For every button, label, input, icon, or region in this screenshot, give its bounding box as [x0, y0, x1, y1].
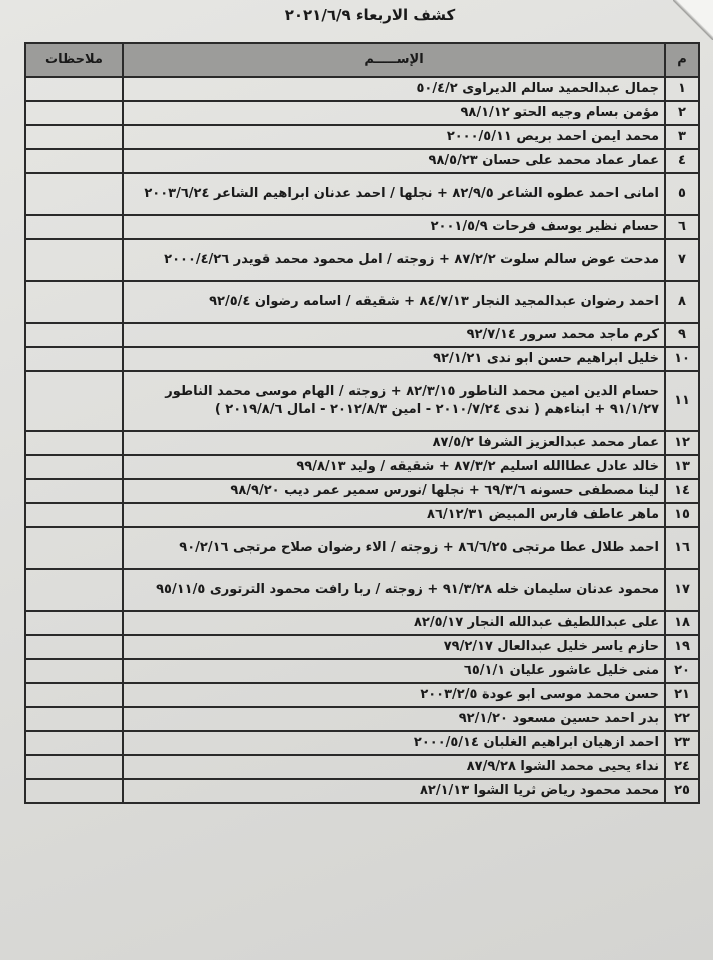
- table-row: [25, 323, 699, 347]
- row-number: ٢١: [665, 683, 699, 707]
- row-name-entry: حسن محمد موسى ابو عودة ٢٠٠٣/٢/٥: [123, 683, 665, 707]
- table-row: [25, 125, 699, 149]
- row-notes-cell: [25, 239, 123, 281]
- row-number: ٣: [665, 125, 699, 149]
- row-number: ٩: [665, 323, 699, 347]
- row-number: ١٦: [665, 527, 699, 569]
- row-name-entry: كرم ماجد محمد سرور ٩٢/٧/١٤: [123, 323, 665, 347]
- header-number: م: [665, 43, 699, 77]
- row-notes-cell: [25, 479, 123, 503]
- row-number: ١٣: [665, 455, 699, 479]
- row-notes-cell: [25, 215, 123, 239]
- row-notes-cell: [25, 173, 123, 215]
- row-number: ٤: [665, 149, 699, 173]
- row-number: ٧: [665, 239, 699, 281]
- row-notes-cell: [25, 707, 123, 731]
- row-notes-cell: [25, 779, 123, 803]
- row-name-entry: منى خليل عاشور عليان ٦٥/١/١: [123, 659, 665, 683]
- row-name-entry: لينا مصطفى حسونه ٦٩/٣/٦ + نجلها /نورس سمير عمر ديب ٩٨/٩/٢٠: [123, 479, 665, 503]
- page-title: كشف الاربعاء ٢٠٢١/٦/٩: [284, 6, 456, 24]
- table-row: [25, 755, 699, 779]
- row-notes-cell: [25, 611, 123, 635]
- row-name-entry: مدحت عوض سالم سلوت ٨٧/٢/٢ + زوجته / امل محمود محمد قويدر ٢٠٠٠/٤/٢٦: [123, 239, 665, 281]
- row-name-entry: محمد محمود رياض ثريا الشوا ٨٢/١/١٣: [123, 779, 665, 803]
- row-name-entry: احمد رضوان عبدالمجيد النجار ٨٤/٧/١٣ + شقيقه / اسامه رضوان ٩٢/٥/٤: [123, 281, 665, 323]
- row-name-entry: خليل ابراهيم حسن ابو ندى ٩٢/١/٢١: [123, 347, 665, 371]
- row-name-entry: محمد ايمن احمد بريص ٢٠٠٠/٥/١١: [123, 125, 665, 149]
- table-row: [25, 239, 699, 281]
- row-name-entry: احمد ازهيان ابراهيم الغلبان ٢٠٠٠/٥/١٤: [123, 731, 665, 755]
- row-notes-cell: [25, 431, 123, 455]
- row-notes-cell: [25, 347, 123, 371]
- row-number: ١٩: [665, 635, 699, 659]
- page-fold-corner: [673, 0, 713, 40]
- table-row: [25, 173, 699, 215]
- row-name-entry: خالد عادل عطاالله اسليم ٨٧/٣/٢ + شقيقه / وليد ٩٩/٨/١٣: [123, 455, 665, 479]
- table-row: [25, 149, 699, 173]
- row-number: ١٢: [665, 431, 699, 455]
- row-notes-cell: [25, 503, 123, 527]
- table-row: [25, 371, 699, 431]
- row-name-entry: على عبداللطيف عبدالله النجار ٨٢/٥/١٧: [123, 611, 665, 635]
- table-row: [25, 281, 699, 323]
- row-number: ٨: [665, 281, 699, 323]
- table-row: [25, 347, 699, 371]
- row-name-entry: حسام الدين امين محمد الناطور ٨٢/٣/١٥ + زوجته / الهام موسى محمد الناطور ٩١/١/٢٧ + ابناءهم ( ندى ٢٠١٠/٧/٢٤ - امين ٢٠١٢/٨/٣ - امال ٢٠١٩/٨/٦ ): [123, 371, 665, 431]
- row-number: ٢٤: [665, 755, 699, 779]
- row-notes-cell: [25, 455, 123, 479]
- table-row: [25, 503, 699, 527]
- row-number: ٢٠: [665, 659, 699, 683]
- row-notes-cell: [25, 755, 123, 779]
- row-name-entry: نداء يحيى محمد الشوا ٨٧/٩/٢٨: [123, 755, 665, 779]
- row-number: ١٨: [665, 611, 699, 635]
- table-body: [25, 77, 699, 803]
- table-row: [25, 683, 699, 707]
- row-name-entry: جمال عبدالحميد سالم الديراوى ٥٠/٤/٢: [123, 77, 665, 101]
- row-number: ١٠: [665, 347, 699, 371]
- row-name-entry: عمار محمد عبدالعزيز الشرفا ٨٧/٥/٢: [123, 431, 665, 455]
- names-table: [24, 42, 700, 804]
- row-notes-cell: [25, 77, 123, 101]
- row-name-entry: محمود عدنان سليمان خله ٩١/٣/٢٨ + زوجته / ربا رافت محمود الترتورى ٩٥/١١/٥: [123, 569, 665, 611]
- table-header-row: [25, 43, 699, 77]
- table-row: [25, 101, 699, 125]
- row-number: ١١: [665, 371, 699, 431]
- row-name-entry: امانى احمد عطوه الشاعر ٨٢/٩/٥ + نجلها / احمد عدنان ابراهيم الشاعر ٢٠٠٣/٦/٢٤: [123, 173, 665, 215]
- row-notes-cell: [25, 683, 123, 707]
- row-notes-cell: [25, 149, 123, 173]
- row-number: ١٧: [665, 569, 699, 611]
- row-number: ١٤: [665, 479, 699, 503]
- row-number: ٢٣: [665, 731, 699, 755]
- row-name-entry: بدر احمد حسين مسعود ٩٢/١/٢٠: [123, 707, 665, 731]
- row-notes-cell: [25, 323, 123, 347]
- row-notes-cell: [25, 371, 123, 431]
- table-row: [25, 431, 699, 455]
- table-row: [25, 707, 699, 731]
- table-row: [25, 527, 699, 569]
- table-row: [25, 635, 699, 659]
- table-row: [25, 659, 699, 683]
- row-notes-cell: [25, 125, 123, 149]
- row-number: ٢: [665, 101, 699, 125]
- row-name-entry: مؤمن بسام وجيه الحتو ٩٨/١/١٢: [123, 101, 665, 125]
- row-name-entry: حسام نظير يوسف فرحات ٢٠٠١/٥/٩: [123, 215, 665, 239]
- row-notes-cell: [25, 635, 123, 659]
- row-number: ٥: [665, 173, 699, 215]
- table-row: [25, 569, 699, 611]
- table-row: [25, 77, 699, 101]
- table-row: [25, 779, 699, 803]
- table-row: [25, 455, 699, 479]
- row-name-entry: احمد طلال عطا مرتجى ٨٦/٦/٢٥ + زوجته / الاء رضوان صلاح مرتجى ٩٠/٢/١٦: [123, 527, 665, 569]
- row-name-entry: ماهر عاطف فارس المبيض ٨٦/١٢/٣١: [123, 503, 665, 527]
- table-row: [25, 731, 699, 755]
- row-name-entry: حازم ياسر خليل عبدالعال ٧٩/٢/١٧: [123, 635, 665, 659]
- table-row: [25, 479, 699, 503]
- row-notes-cell: [25, 659, 123, 683]
- header-notes: ملاحظات: [25, 43, 123, 77]
- row-number: ٢٢: [665, 707, 699, 731]
- table-row: [25, 215, 699, 239]
- row-notes-cell: [25, 101, 123, 125]
- row-name-entry: عمار عماد محمد على حسان ٩٨/٥/٢٣: [123, 149, 665, 173]
- row-number: ٢٥: [665, 779, 699, 803]
- row-number: ١٥: [665, 503, 699, 527]
- table-row: [25, 611, 699, 635]
- row-notes-cell: [25, 569, 123, 611]
- row-notes-cell: [25, 281, 123, 323]
- header-name: الإســـــم: [123, 43, 665, 77]
- row-number: ١: [665, 77, 699, 101]
- row-notes-cell: [25, 731, 123, 755]
- row-notes-cell: [25, 527, 123, 569]
- row-number: ٦: [665, 215, 699, 239]
